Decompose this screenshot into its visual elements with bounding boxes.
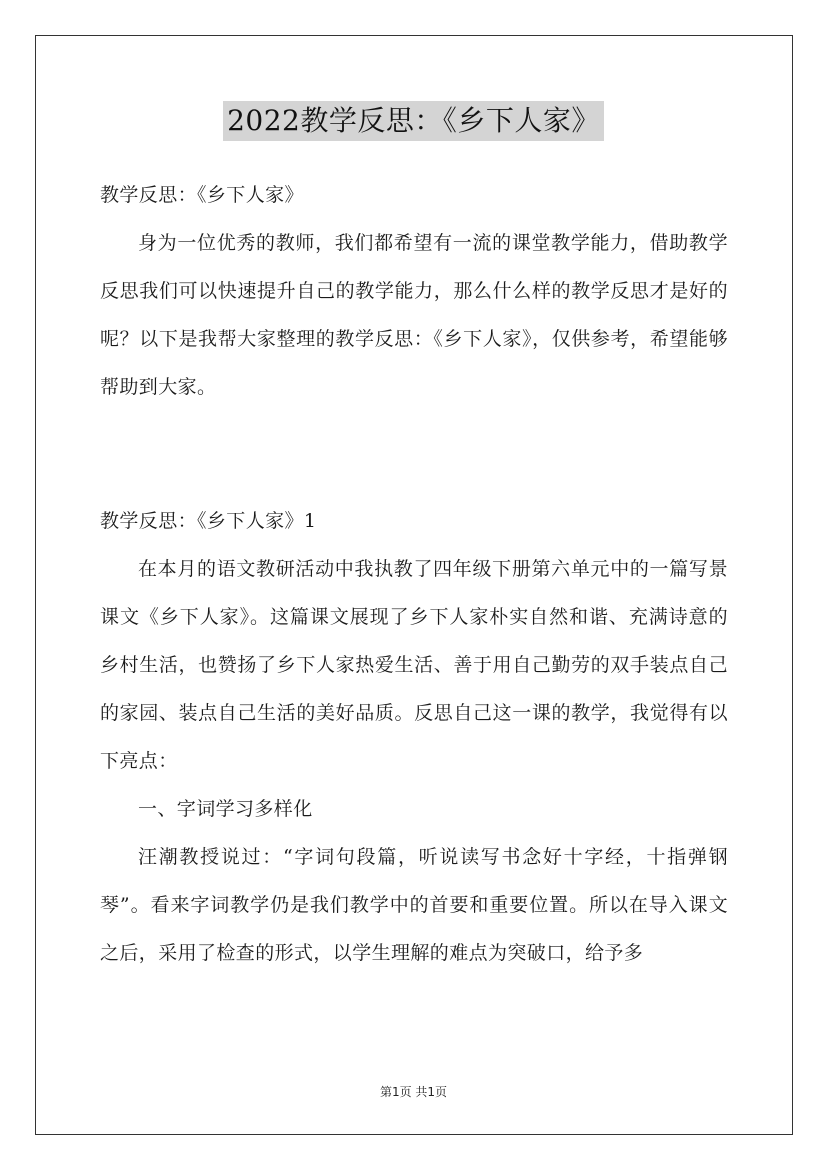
section-heading: 教学反思：《乡下人家》1 bbox=[100, 510, 317, 532]
title-container bbox=[0, 101, 827, 141]
document-title: 2022教学反思：《乡下人家》 bbox=[223, 101, 604, 141]
page-footer: 第1页 共1页 bbox=[379, 1085, 448, 1099]
section-1 bbox=[100, 497, 728, 977]
intro-paragraph: 身为一位优秀的教师，我们都希望有一流的课堂教学能力，借助教学反思我们可以快速提升自己的教学能力，那么什么样的教学反思才是好的呢？以下是我帮大家整理的教学反思：《乡下人家》，仅供参考，希望能够帮助到大家。 bbox=[100, 232, 728, 398]
subheading-1: 一、字词学习多样化 bbox=[138, 798, 313, 820]
intro-heading: 教学反思：《乡下人家》 bbox=[100, 184, 304, 206]
section-paragraph-1: 在本月的语文教研活动中我执教了四年级下册第六单元中的一篇写景课文《乡下人家》。这篇课文展现了乡下人家朴实自然和谐、充满诗意的乡村生活，也赞扬了乡下人家热爱生活、善于用自己勤劳的双手装点自己的家园、装点自己生活的美好品质。反思自己这一课的教学，我觉得有以下亮点： bbox=[100, 558, 728, 772]
intro-section bbox=[100, 171, 728, 411]
section-paragraph-2: 汪潮教授说过：“字词句段篇，听说读写书念好十字经，十指弹钢琴”。看来字词教学仍是我们教学中的首要和重要位置。所以在导入课文之后，采用了检查的形式，以学生理解的难点为突破口，给予多 bbox=[100, 846, 728, 964]
